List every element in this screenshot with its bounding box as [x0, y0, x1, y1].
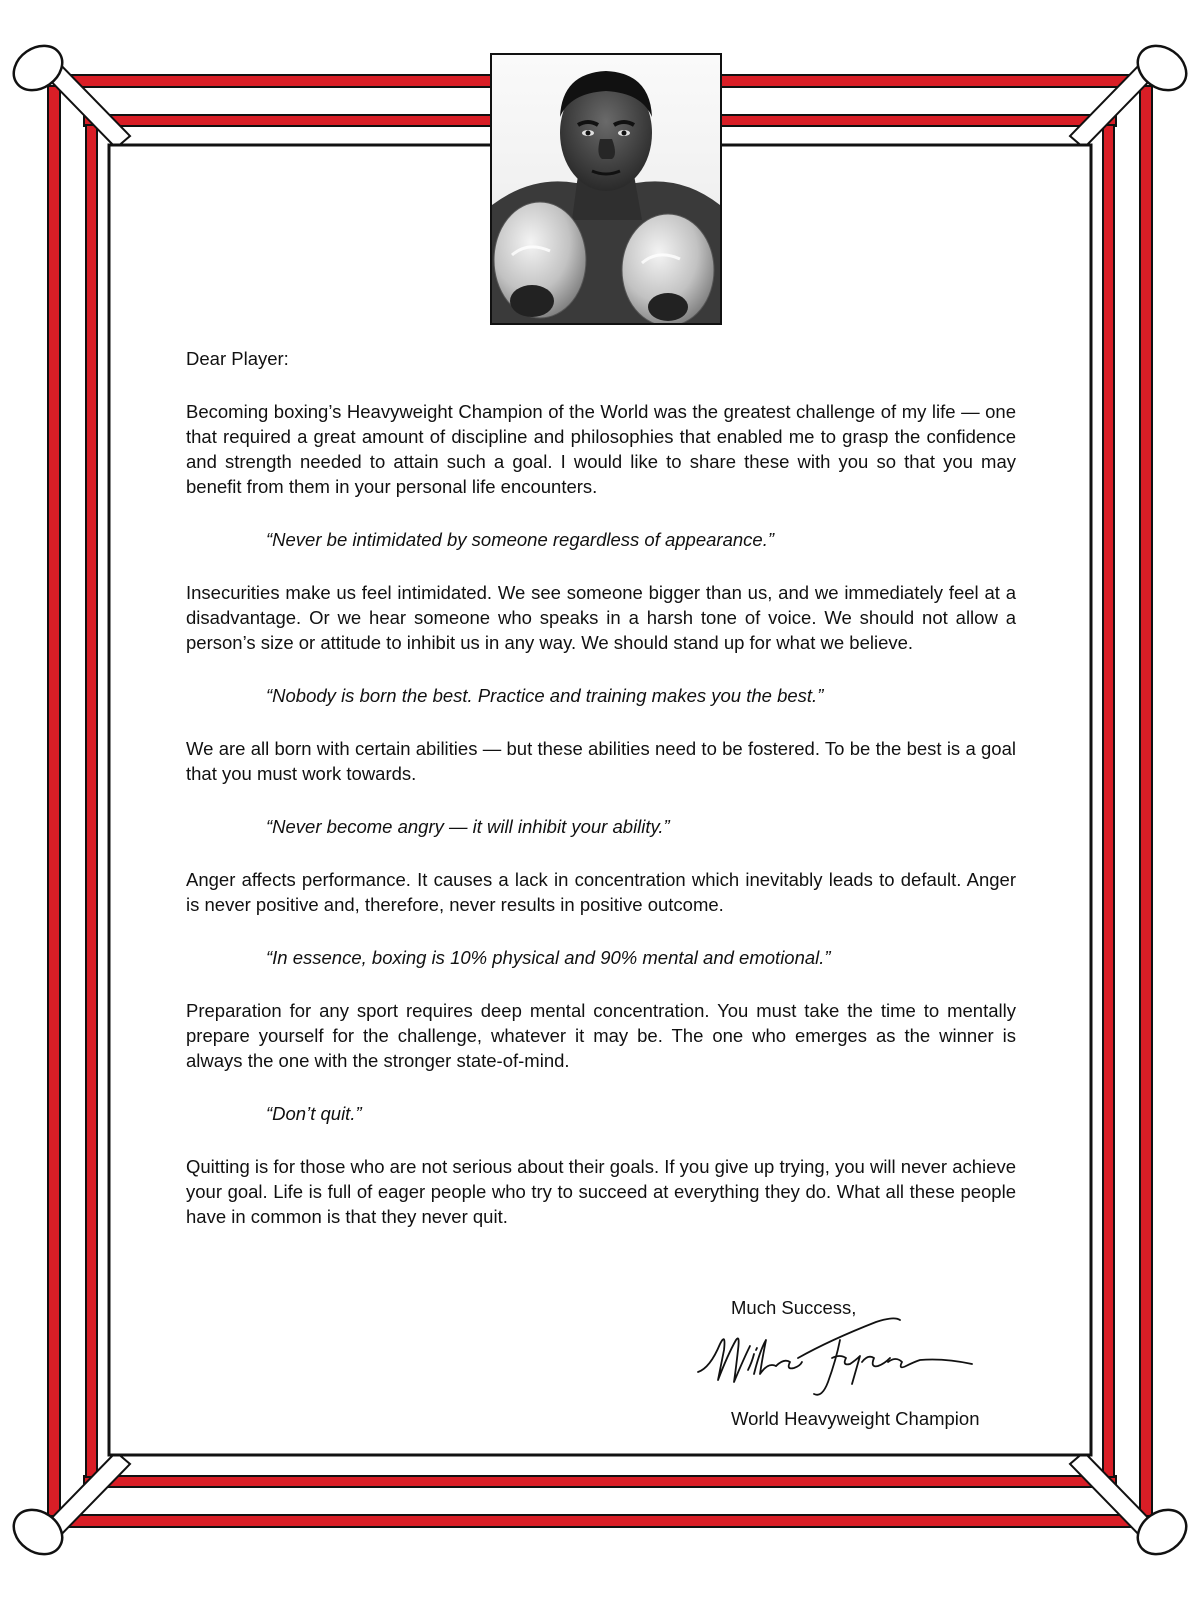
- boxer-portrait-icon: [492, 55, 720, 323]
- quote-dont-quit: “Don’t quit.”: [266, 1103, 362, 1124]
- paragraph-abilities: We are all born with certain abilities — but these abilities need to be fostered. To be the best is a goal that you must work towards.: [186, 738, 1016, 784]
- quote-anger: “Never become angry — it will inhibit your ability.”: [266, 816, 670, 837]
- quote-mental: “In essence, boxing is 10% physical and 90% mental and emotional.”: [266, 947, 831, 968]
- bottom-ropes: [58, 1476, 1142, 1527]
- boxer-photo: [490, 53, 722, 325]
- paragraph-anger: Anger affects performance. It causes a lack in concentration which inevitably leads to default. Anger is never positive and, therefore, never results in positive outcome.: [186, 869, 1016, 915]
- intro-paragraph: Becoming boxing’s Heavyweight Champion of the World was the greatest challenge of my life — one that required a great amount of discipline and philosophies that enabled me to grasp the confidence and strength needed to attain such a goal. I would like to share these with you so that you may benefit from them in your personal life encounters.: [186, 401, 1016, 497]
- signer-title: World Heavyweight Champion: [731, 1408, 980, 1429]
- salutation: Dear Player:: [186, 348, 289, 369]
- paragraph-preparation: Preparation for any sport requires deep mental concentration. You must take the time to mentally prepare yourself for the challenge, whatever it may be. The one who emerges as the winner is always the one with the stronger state-of-mind.: [186, 1000, 1016, 1071]
- quote-practice: “Nobody is born the best. Practice and training makes you the best.”: [266, 685, 824, 706]
- letter-body: [186, 346, 1016, 1229]
- paragraph-insecurities: Insecurities make us feel intimidated. We see someone bigger than us, and we immediately feel at a disadvantage. Or we hear someone who speaks in a harsh tone of voice. We should not allow a person’s size or attitude to inhibit us in any way. We should stand up for what we believe.: [186, 582, 1016, 653]
- signature-mark: [690, 1310, 975, 1405]
- right-ropes: [1103, 86, 1152, 1516]
- paragraph-quitting: Quitting is for those who are not serious about their goals. If you give up trying, you will never achieve your goal. Life is full of eager people who try to succeed at everything they do. What all these people have in common is that they never quit.: [186, 1156, 1016, 1227]
- quote-intimidation: “Never be intimidated by someone regardless of appearance.”: [266, 529, 775, 550]
- left-ropes: [48, 86, 97, 1516]
- closing-line: Much Success,: [731, 1297, 857, 1318]
